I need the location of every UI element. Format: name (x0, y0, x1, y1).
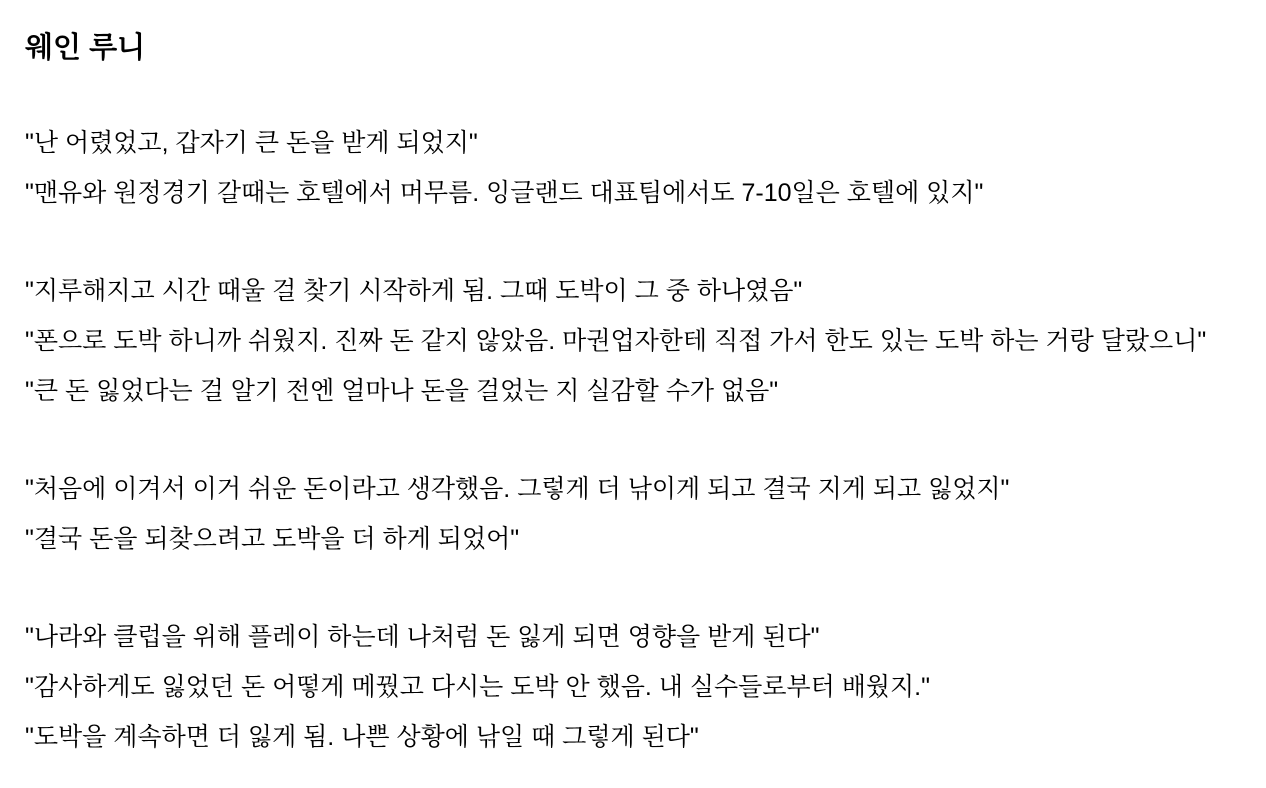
post-body (25, 118, 1241, 762)
paragraph (25, 266, 1241, 416)
paragraph (25, 118, 1241, 218)
paragraph (25, 612, 1241, 762)
quote-line: "도박을 계속하면 더 잃게 됨. 나쁜 상황에 낚일 때 그렇게 된다" (25, 723, 699, 751)
quote-line: "지루해지고 시간 때울 걸 찾기 시작하게 됨. 그때 도박이 그 중 하나였음" (25, 277, 803, 305)
quote-line: "난 어렸었고, 갑자기 큰 돈을 받게 되었지" (25, 129, 478, 157)
quote-line: "처음에 이겨서 이거 쉬운 돈이라고 생각했음. 그렇게 더 낚이게 되고 결국 지게 되고 잃었지" (25, 475, 1010, 503)
quote-line: "나라와 클럽을 위해 플레이 하는데 나처럼 돈 잃게 되면 영향을 받게 된다" (25, 623, 820, 651)
quote-line: "맨유와 원정경기 갈때는 호텔에서 머무름. 잉글랜드 대표팀에서도 7-10일은 호텔에 있지" (25, 179, 984, 207)
quote-line: "감사하게도 잃었던 돈 어떻게 메꿨고 다시는 도박 안 했음. 내 실수들로부터 배웠지." (25, 673, 930, 701)
quote-line: "결국 돈을 되찾으려고 도박을 더 하게 되었어" (25, 525, 520, 553)
page-title: 웨인 루니 (25, 32, 146, 64)
quote-line: "큰 돈 잃었다는 걸 알기 전엔 얼마나 돈을 걸었는 지 실감할 수가 없음" (25, 377, 779, 405)
paragraph (25, 464, 1241, 564)
quote-line: "폰으로 도박 하니까 쉬웠지. 진짜 돈 같지 않았음. 마권업자한테 직접 가서 한도 있는 도박 하는 거랑 달랐으니" (25, 327, 1207, 355)
